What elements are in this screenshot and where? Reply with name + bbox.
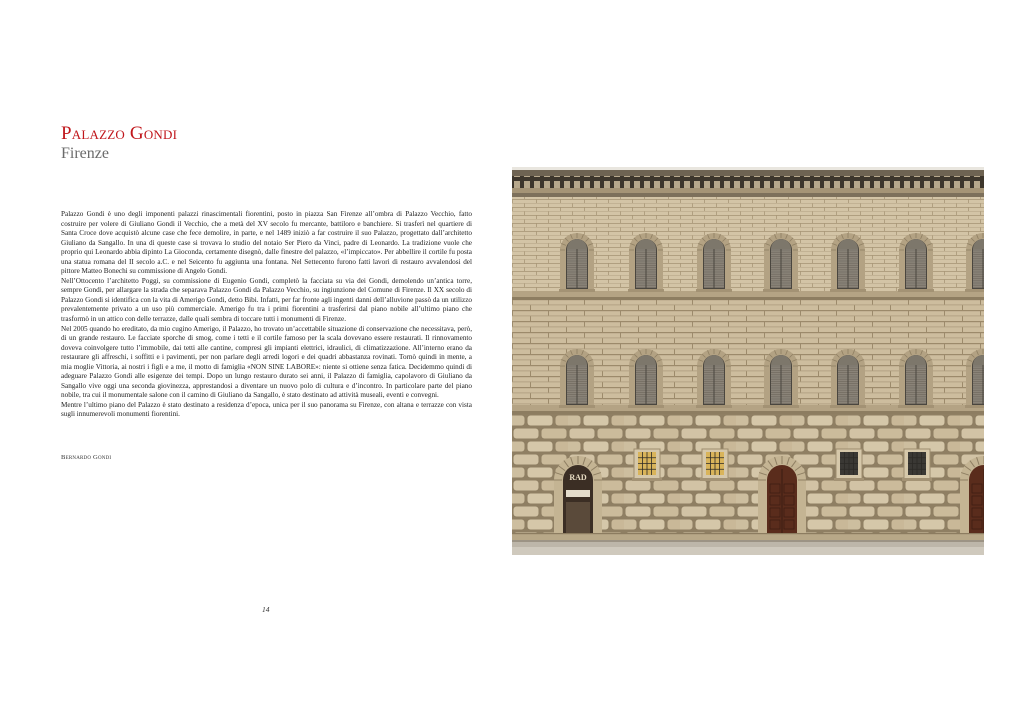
ground-window-1 xyxy=(632,449,662,481)
paragraph-4: Mentre l’ultimo piano del Palazzo è stato destinato a residenza d’epoca, unica per il suo panorama su Firenze, con altana e terrazze con vista sugli innumerevoli monumenti fiorentini. xyxy=(61,400,472,419)
shop-entrance xyxy=(554,456,602,540)
middle-window-6 xyxy=(898,349,934,408)
middle-window-5 xyxy=(830,349,866,408)
shop-sign-text: RAD xyxy=(569,473,587,482)
middle-window-3 xyxy=(696,349,732,408)
upper-window-2 xyxy=(628,233,664,292)
middle-window-4 xyxy=(763,349,799,408)
paragraph-1: Palazzo Gondi è uno degli imponenti palazzi rinascimentali fiorentini, posto in piazza San Firenze all’ombra di Palazzo Vecchio, fatto costruire per volere di Giuliano Gondi il Vecchio, che a metà del XV secolo fu mercante, battiloro e banchiere. Si trasferì nel quartiere di Santa Croce dove acquistò alcune case che fece demolire, in parte, e nel 1489 iniziò a far costruire il suo Palazzo, progettato dall’architetto Giuliano da Sangallo. In una di queste case si trovava lo studio del notaio Ser Piero da Vinci, padre di Leonardo. La tradizione vuole che proprio qui Leonardo abbia dipinto La Gioconda, certamente disegnò, dalle finestre del palazzo, «l’impiccato». Per abbellire il cortile fu posta una statua romana del II secolo a.C. e nel Seicento fu aggiunta una fontana. Nel Settecento furono fatti lavori di restauro avvalendosi del pittore Matteo Bonechi su commissione di Angelo Gondi. xyxy=(61,210,472,276)
upper-window-6 xyxy=(898,233,934,292)
page-title xyxy=(61,124,177,143)
page-title-text: Palazzo Gondi xyxy=(61,123,178,144)
ground-window-3 xyxy=(834,449,864,481)
ground-window-2 xyxy=(700,449,730,481)
article-body xyxy=(61,210,472,420)
side-door xyxy=(960,456,984,540)
main-door xyxy=(758,456,806,540)
ground-window-4 xyxy=(902,449,932,481)
page-number: 14 xyxy=(262,605,270,614)
upper-window-1 xyxy=(559,233,595,292)
author-signature: Bernardo Gondi xyxy=(61,454,112,461)
middle-window-1 xyxy=(559,349,595,408)
page-subtitle: Firenze xyxy=(61,145,109,162)
palazzo-facade-photo xyxy=(512,167,984,555)
upper-window-4 xyxy=(763,233,799,292)
facade-illustration xyxy=(512,167,984,555)
paragraph-2: Nell’Ottocento l’architetto Poggi, su commissione di Eugenio Gondi, completò la facciata su via dei Gondi, demolendo un’antica torre, sempre Gondi, per allargare la strada che separava Palazzo Gondi da Palazzo Vecchio, su ingiunzione del Comune di Firenze. Il XX secolo di Palazzo Gondi si identifica con la vita di Amerigo Gondi, detto Bibi. Infatti, per far fronte agli ingenti danni dell’alluvione passò da un utilizzo prevalentemente privato a un uso più commerciale. Amerigo fu tra i primi fiorentini a trasferirsi dal piano nobile all’ultimo piano che trasformò in un attico con delle terrazze, dalle quali sembra di toccare tutti i monumenti di Firenze. xyxy=(61,276,472,324)
upper-window-3 xyxy=(696,233,732,292)
upper-window-5 xyxy=(830,233,866,292)
middle-window-2 xyxy=(628,349,664,408)
paragraph-3: Nel 2005 quando ho ereditato, da mio cugino Amerigo, il Palazzo, ho trovato un’accettabile situazione di conservazione che necessitava, però, di un grande restauro. Le facciate sporche di smog, come i tetti e il cortile famoso per la scala dovevano essere restaurati. Il rinnovamento doveva coinvolgere tutto l’immobile, dai tetti alle cantine, compresi gli impianti elettrici, idraulici, di climatizzazione. All’interno erano da restaurare gli affreschi, i soffitti e i pavimenti, per non parlare degli arredi logori e dei quadri abbastanza rovinati. Tornò quindi in mente, a mia moglie Vittoria, ai nostri i figli e a me, il motto di famiglia «NON SINE LABORE»: niente si ottiene senza fatica. Decidemmo quindi di adeguare Palazzo Gondi alle esigenze dei tempi. Dopo un lungo restauro durato sei anni, il Palazzo di famiglia, capolavoro di Giuliano da Sangallo vive oggi una seconda giovinezza, apprestandosi a diventare un nuovo polo di cultura e d’incontro. In particolare parte del piano nobile, tra cui il monumentale salone con il camino di Giuliano da Sangallo, è stato destinato ad attività museali, eventi e convegni. xyxy=(61,324,472,400)
